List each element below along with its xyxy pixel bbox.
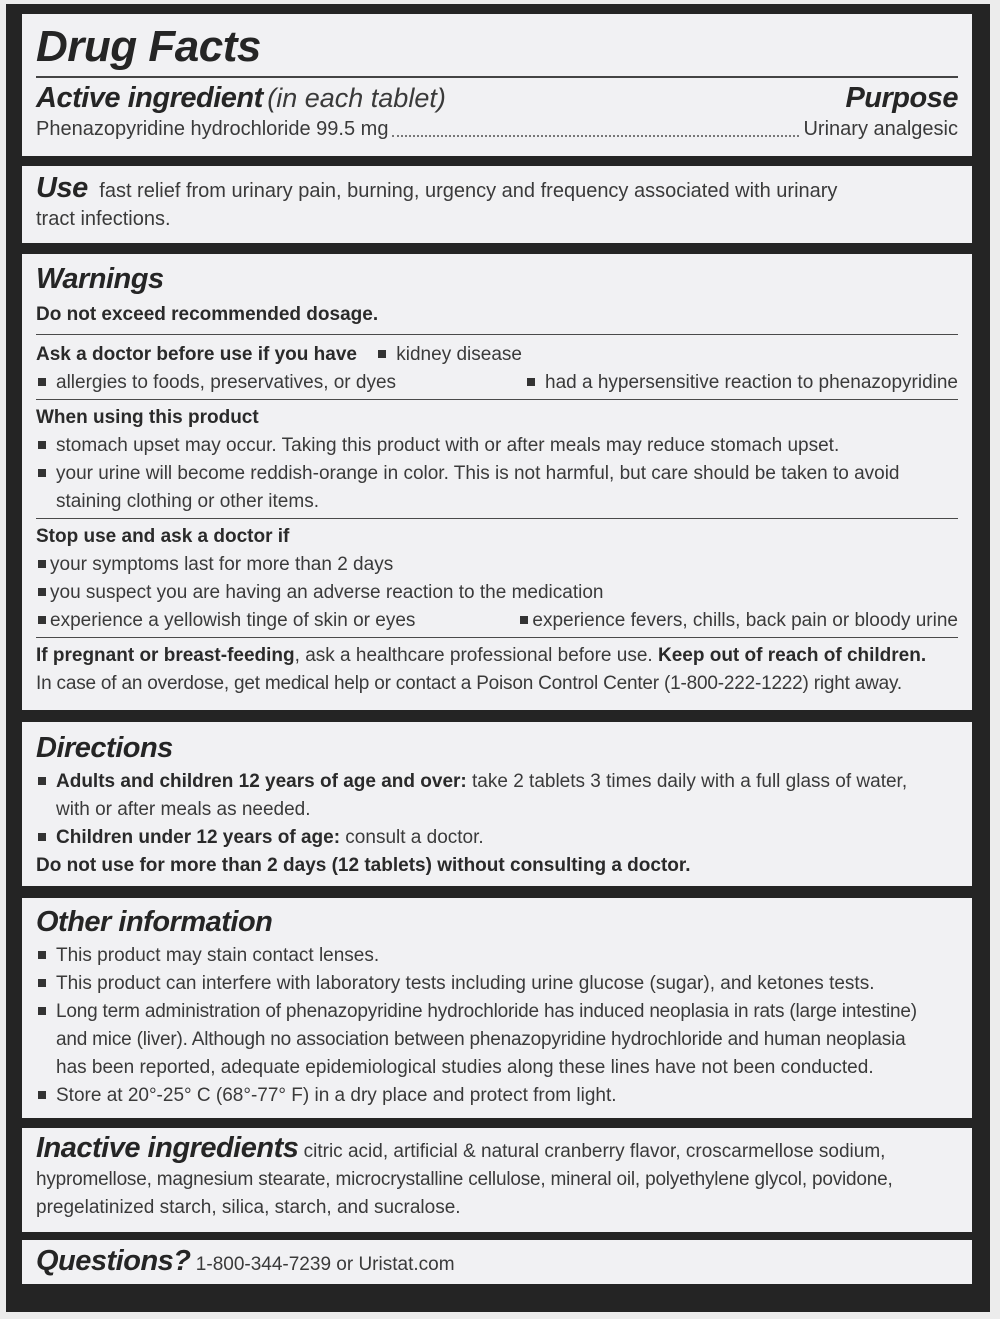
children-line xyxy=(36,824,958,852)
bullet-icon xyxy=(378,350,386,358)
children-label: Children under 12 years of age: xyxy=(56,827,341,848)
stop-item-1: your symptoms last for more than 2 days xyxy=(50,554,394,575)
inactive-heading: Inactive ingredients xyxy=(36,1132,299,1164)
bullet-icon xyxy=(38,616,46,624)
bullet-icon xyxy=(38,469,46,477)
leader-dots xyxy=(392,135,799,137)
bullet-icon xyxy=(520,616,528,624)
when-using-label: When using this product xyxy=(36,407,259,428)
other-item-2: This product can interfere with laboratory tests including urine glucose (sugar), and ketones tests. xyxy=(56,973,875,994)
bullet-icon xyxy=(38,588,46,596)
adults-line xyxy=(36,768,958,796)
use-heading: Use xyxy=(36,172,88,204)
stop-item-1-wrap xyxy=(36,551,958,579)
when-item-2-cont: staining clothing or other items. xyxy=(36,488,958,519)
other-information-panel xyxy=(22,898,972,1118)
inactive-line-2: hypromellose, magnesium stearate, microcrystalline cellulose, mineral oil, polyethylene glycol, povidone, xyxy=(36,1169,893,1190)
directions-panel xyxy=(22,722,972,886)
other-heading: Other information xyxy=(36,906,273,938)
do-not-use-line: Do not use for more than 2 days (12 tablets) without consulting a doctor. xyxy=(36,855,691,876)
bullet-icon xyxy=(38,441,46,449)
active-heading-group xyxy=(36,82,446,115)
ask-item-3-wrap xyxy=(525,369,958,397)
when-item-2: your urine will become reddish-orange in color. This is not harmful, but care should be taken to avoid xyxy=(56,463,900,484)
stop-item-3-wrap xyxy=(36,607,415,635)
active-ingredient-row xyxy=(36,115,958,143)
adults-label: Adults and children 12 years of age and over: xyxy=(56,771,467,792)
questions-panel xyxy=(22,1240,972,1284)
active-ingredient-panel xyxy=(22,14,972,156)
pregnant-label: If pregnant or breast-feeding xyxy=(36,645,295,666)
drug-facts-frame xyxy=(6,4,990,1312)
active-heading-note: (in each tablet) xyxy=(267,83,446,113)
warnings-heading: Warnings xyxy=(36,263,164,295)
warnings-panel xyxy=(22,254,972,710)
questions-line xyxy=(36,1242,958,1284)
use-line-2: tract infections. xyxy=(36,208,171,230)
ask-doctor-line-2 xyxy=(36,369,958,400)
pregnant-text: , ask a healthcare professional before use. xyxy=(294,645,653,666)
children-text: consult a doctor. xyxy=(340,827,484,848)
stop-item-2-wrap xyxy=(36,579,958,607)
ingredient-name: Phenazopyridine hydrochloride 99.5 mg xyxy=(36,118,389,140)
ask-item-2: allergies to foods, preservatives, or dyes xyxy=(56,372,397,393)
other-item-1: This product may stain contact lenses. xyxy=(56,945,380,966)
use-panel xyxy=(22,166,972,243)
active-ingredient-heading: Active ingredient xyxy=(36,82,263,114)
pregnant-line xyxy=(36,642,958,670)
adults-text: take 2 tablets 3 times daily with a full glass of water, xyxy=(466,771,908,792)
ingredient-purpose: Urinary analgesic xyxy=(803,118,958,140)
purpose-heading: Purpose xyxy=(845,82,958,114)
directions-heading: Directions xyxy=(36,732,173,764)
other-item-4: Store at 20°-25° C (68°-77° F) in a dry place and protect from light. xyxy=(56,1085,617,1106)
stop-item-4: experience fevers, chills, back pain or bloody urine xyxy=(532,610,958,631)
other-item-1-wrap xyxy=(36,942,958,970)
inactive-text-1: citric acid, artificial & natural cranberry flavor, croscarmellose sodium, xyxy=(298,1141,886,1162)
bullet-icon xyxy=(38,833,46,841)
bullet-icon xyxy=(527,378,535,386)
use-line-1 xyxy=(36,174,958,205)
ask-doctor-line xyxy=(36,341,958,369)
other-item-3-line-2: and mice (liver). Although no association between phenazopyridine hydrochloride and human neoplasia xyxy=(56,1029,906,1050)
ask-item-2-wrap xyxy=(36,369,396,397)
ask-item-3: had a hypersensitive reaction to phenazopyridine xyxy=(545,372,958,393)
questions-heading: Questions? xyxy=(36,1245,191,1277)
other-item-3-wrap xyxy=(36,998,958,1026)
bullet-icon xyxy=(38,777,46,785)
other-item-3: Long term administration of phenazopyridine hydrochloride has induced neoplasia in rats (large intestine) xyxy=(56,1001,917,1022)
other-item-4-wrap xyxy=(36,1082,958,1110)
other-item-3-line-3: has been reported, adequate epidemiological studies along these lines have not been conducted. xyxy=(56,1057,874,1078)
bullet-icon xyxy=(38,1007,46,1015)
when-item-2-wrap xyxy=(36,460,958,488)
do-not-exceed: Do not exceed recommended dosage. xyxy=(36,298,958,335)
use-text-1: fast relief from urinary pain, burning, urgency and frequency associated with urinary xyxy=(99,180,838,202)
overdose-line: In case of an overdose, get medical help or contact a Poison Control Center (1-800-222-1222) right away. xyxy=(36,673,903,694)
bullet-icon xyxy=(38,979,46,987)
ask-doctor-label: Ask a doctor before use if you have xyxy=(36,344,357,365)
inactive-line-1 xyxy=(36,1134,958,1166)
active-header-row xyxy=(36,82,958,115)
when-item-1: stomach upset may occur. Taking this product with or after meals may reduce stomach upset. xyxy=(56,435,840,456)
bullet-icon xyxy=(38,560,46,568)
other-item-2-wrap xyxy=(36,970,958,998)
bullet-icon xyxy=(38,1091,46,1099)
keep-out-of-reach: Keep out of reach of children. xyxy=(657,645,927,666)
when-item-1-wrap xyxy=(36,432,958,460)
inactive-line-3: pregelatinized starch, silica, starch, and sucralose. xyxy=(36,1197,461,1218)
bullet-icon xyxy=(38,378,46,386)
adults-line-2: with or after meals as needed. xyxy=(56,799,311,820)
stop-item-3: experience a yellowish tinge of skin or eyes xyxy=(50,610,416,631)
stop-item-4-wrap xyxy=(518,607,958,635)
inactive-ingredients-panel xyxy=(22,1128,972,1232)
bullet-icon xyxy=(38,951,46,959)
stop-item-2: you suspect you are having an adverse reaction to the medication xyxy=(50,582,604,603)
questions-text: 1-800-344-7239 or Uristat.com xyxy=(190,1254,455,1275)
page-title: Drug Facts xyxy=(36,14,958,78)
stop-items-3-4 xyxy=(36,607,958,638)
stop-use-label: Stop use and ask a doctor if xyxy=(36,526,290,547)
ask-item-1: kidney disease xyxy=(396,344,522,365)
